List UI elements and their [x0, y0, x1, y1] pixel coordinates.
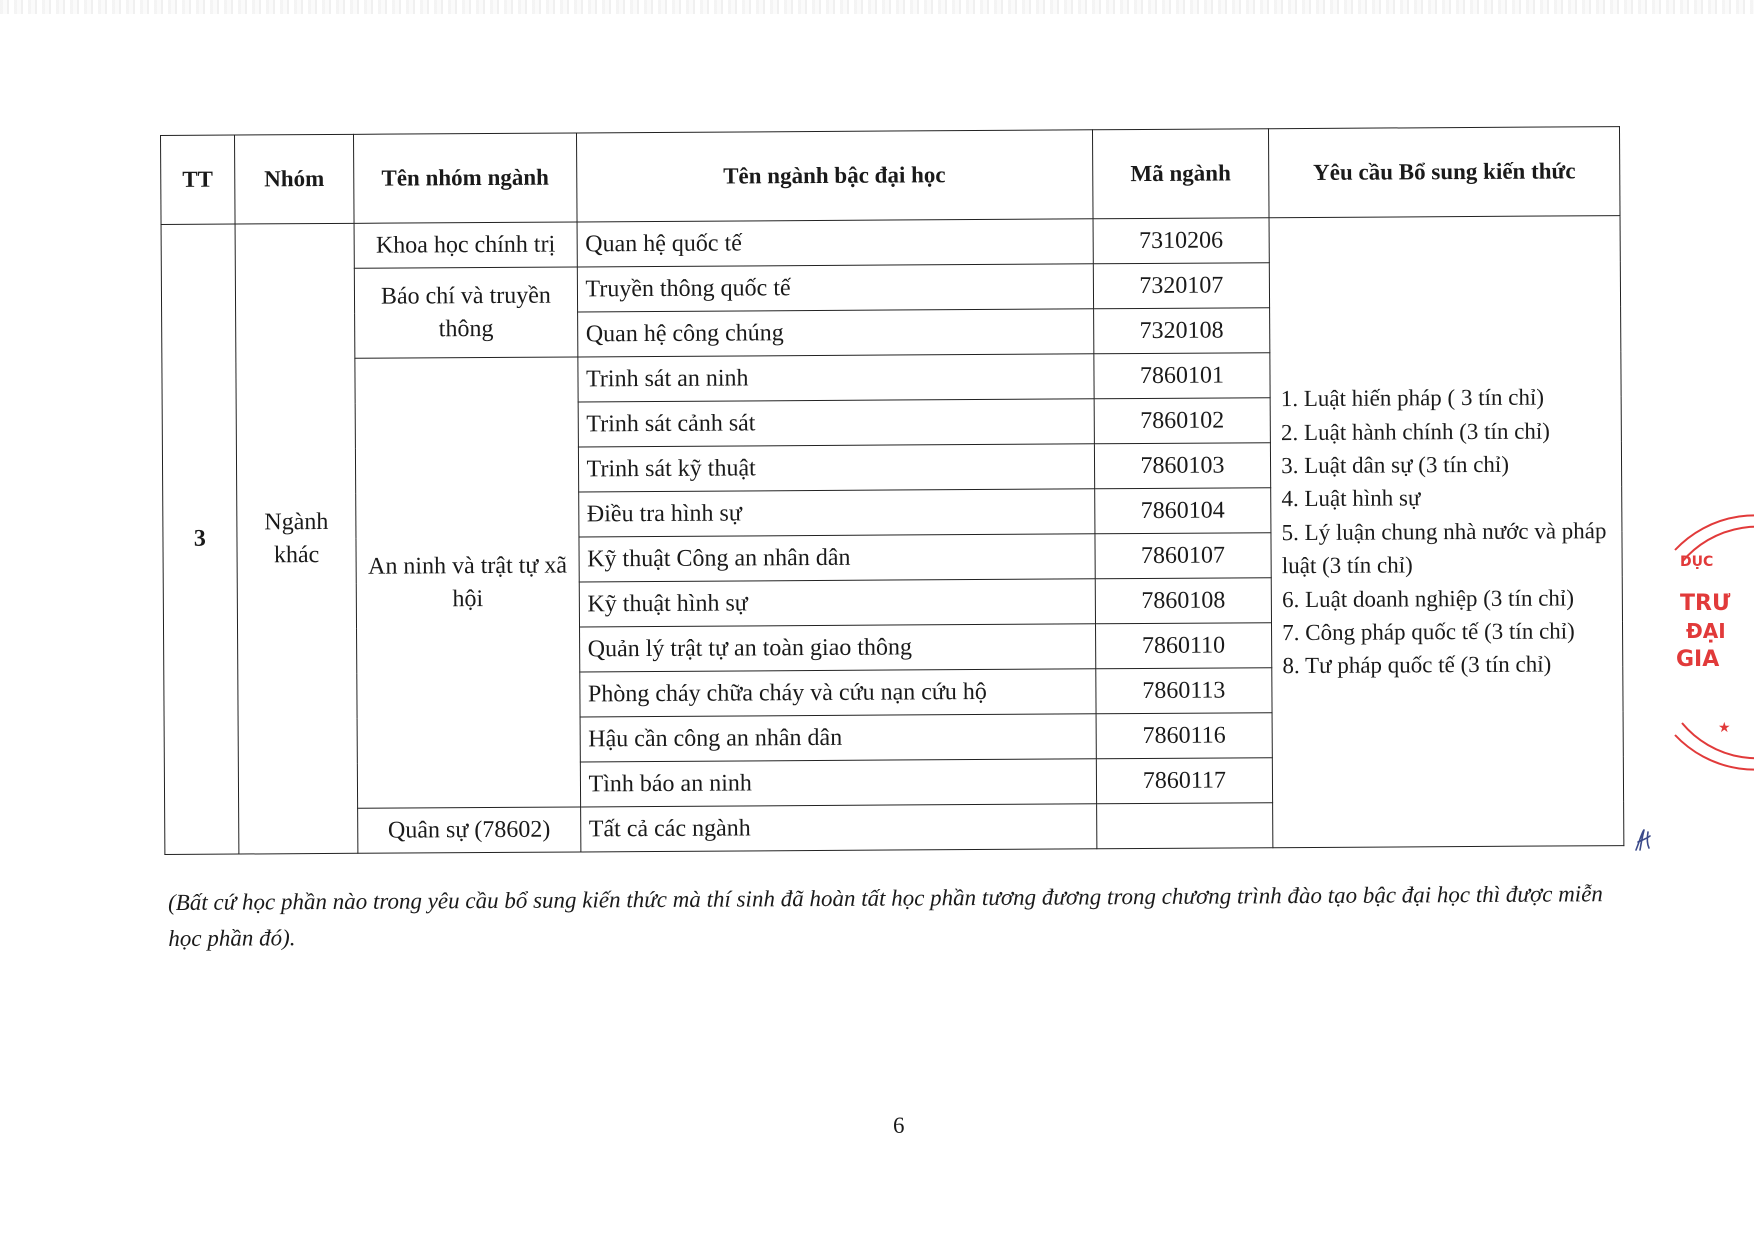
major-code: 7860101 [1094, 353, 1271, 399]
major-name: Tình báo an ninh [580, 759, 1096, 807]
major-code: 7320108 [1093, 308, 1270, 354]
header-yeu-cau: Yêu cầu Bổ sung kiến thức [1269, 127, 1620, 218]
requirement-item: 1. Luật hiến pháp ( 3 tín chỉ) [1280, 385, 1545, 412]
requirements-cell [1269, 216, 1624, 848]
group-bao-chi: Báo chí và truyền thông [355, 267, 578, 358]
requirement-item: 5. Lý luận chung nhà nước và pháp luật (3 tín chỉ) [1281, 518, 1607, 579]
stamp-text-truong: TRƯ [1680, 591, 1731, 616]
major-name: Trinh sát cảnh sát [578, 399, 1094, 447]
major-name: Truyền thông quốc tế [577, 264, 1093, 312]
group-khoa-hoc-chinh-tri: Khoa học chính trị [354, 222, 577, 268]
major-name: Trinh sát kỹ thuật [578, 444, 1094, 492]
group-quan-su: Quân sự (78602) [358, 807, 581, 853]
table-header-row [161, 127, 1621, 225]
major-code: 7860110 [1095, 623, 1272, 669]
major-code: 7860117 [1096, 758, 1273, 804]
requirement-item: 8. Tư pháp quốc tế (3 tín chỉ) [1282, 651, 1552, 679]
major-code: 7860103 [1094, 443, 1271, 489]
major-name: Quan hệ quốc tế [577, 219, 1093, 267]
requirement-item: 7. Công pháp quốc tế (3 tín chỉ) [1282, 618, 1575, 646]
major-name: Quan hệ công chúng [577, 309, 1093, 357]
stamp-text-dai: ĐẠI [1686, 619, 1726, 643]
stamp-text-duc: DỤC [1680, 554, 1714, 570]
header-tt: TT [161, 135, 235, 224]
major-name: Hậu cần công an nhân dân [580, 714, 1096, 762]
stamp-star-icon: ★ [1718, 720, 1731, 736]
header-ten-nhom-nganh: Tên nhóm ngành [354, 133, 577, 223]
requirement-item: 6. Luật doanh nghiệp (3 tín chỉ) [1281, 584, 1575, 612]
stamp-text-gia: GIA [1676, 647, 1720, 672]
scan-edge-artifact [0, 0, 1754, 14]
official-red-stamp [1660, 520, 1754, 760]
major-name: Phòng cháy chữa cháy và cứu nạn cứu hộ [579, 669, 1095, 717]
tt-cell: 3 [161, 224, 239, 854]
major-code: 7860116 [1096, 713, 1273, 759]
page-number: 6 [893, 1113, 905, 1138]
major-name: Tất cả các ngành [580, 804, 1096, 852]
major-code: 7860108 [1095, 578, 1272, 624]
header-nhom: Nhóm [234, 134, 354, 224]
requirement-item: 2. Luật hành chính (3 tín chỉ) [1280, 418, 1550, 445]
major-name: Trinh sát an ninh [577, 354, 1093, 402]
group-an-ninh: An ninh và trật tự xã hội [355, 357, 580, 808]
nhom-cell: Ngành khác [235, 223, 358, 854]
requirements-list [1281, 381, 1615, 683]
requirement-item: 4. Luật hình sự [1281, 485, 1421, 512]
requirement-item: 3. Luật dân sự (3 tín chỉ) [1281, 451, 1510, 479]
major-name: Quản lý trật tự an toàn giao thông [579, 624, 1095, 672]
handwritten-initial-mark [1630, 826, 1658, 854]
table-row [161, 216, 1620, 270]
major-name: Điều tra hình sự [578, 489, 1094, 537]
major-code [1096, 803, 1273, 849]
majors-requirements-table [160, 126, 1624, 855]
major-name: Kỹ thuật hình sự [579, 579, 1095, 627]
major-code: 7860102 [1094, 398, 1271, 444]
major-name: Kỹ thuật Công an nhân dân [579, 534, 1095, 582]
header-ma-nganh: Mã ngành [1092, 129, 1269, 219]
major-code: 7860113 [1095, 668, 1272, 714]
footnote: (Bất cứ học phần nào trong yêu cầu bổ sung kiến thức mà thí sinh đã hoàn tất học phần tương đương trong chương trình đào tạo bậc đại học thì được miễn học phần đó). [168, 881, 1603, 951]
header-ten-nganh: Tên ngành bậc đại học [576, 130, 1093, 222]
major-code: 7320107 [1093, 263, 1270, 309]
major-code: 7860104 [1094, 488, 1271, 534]
major-code: 7860107 [1095, 533, 1272, 579]
major-code: 7310206 [1093, 218, 1270, 264]
